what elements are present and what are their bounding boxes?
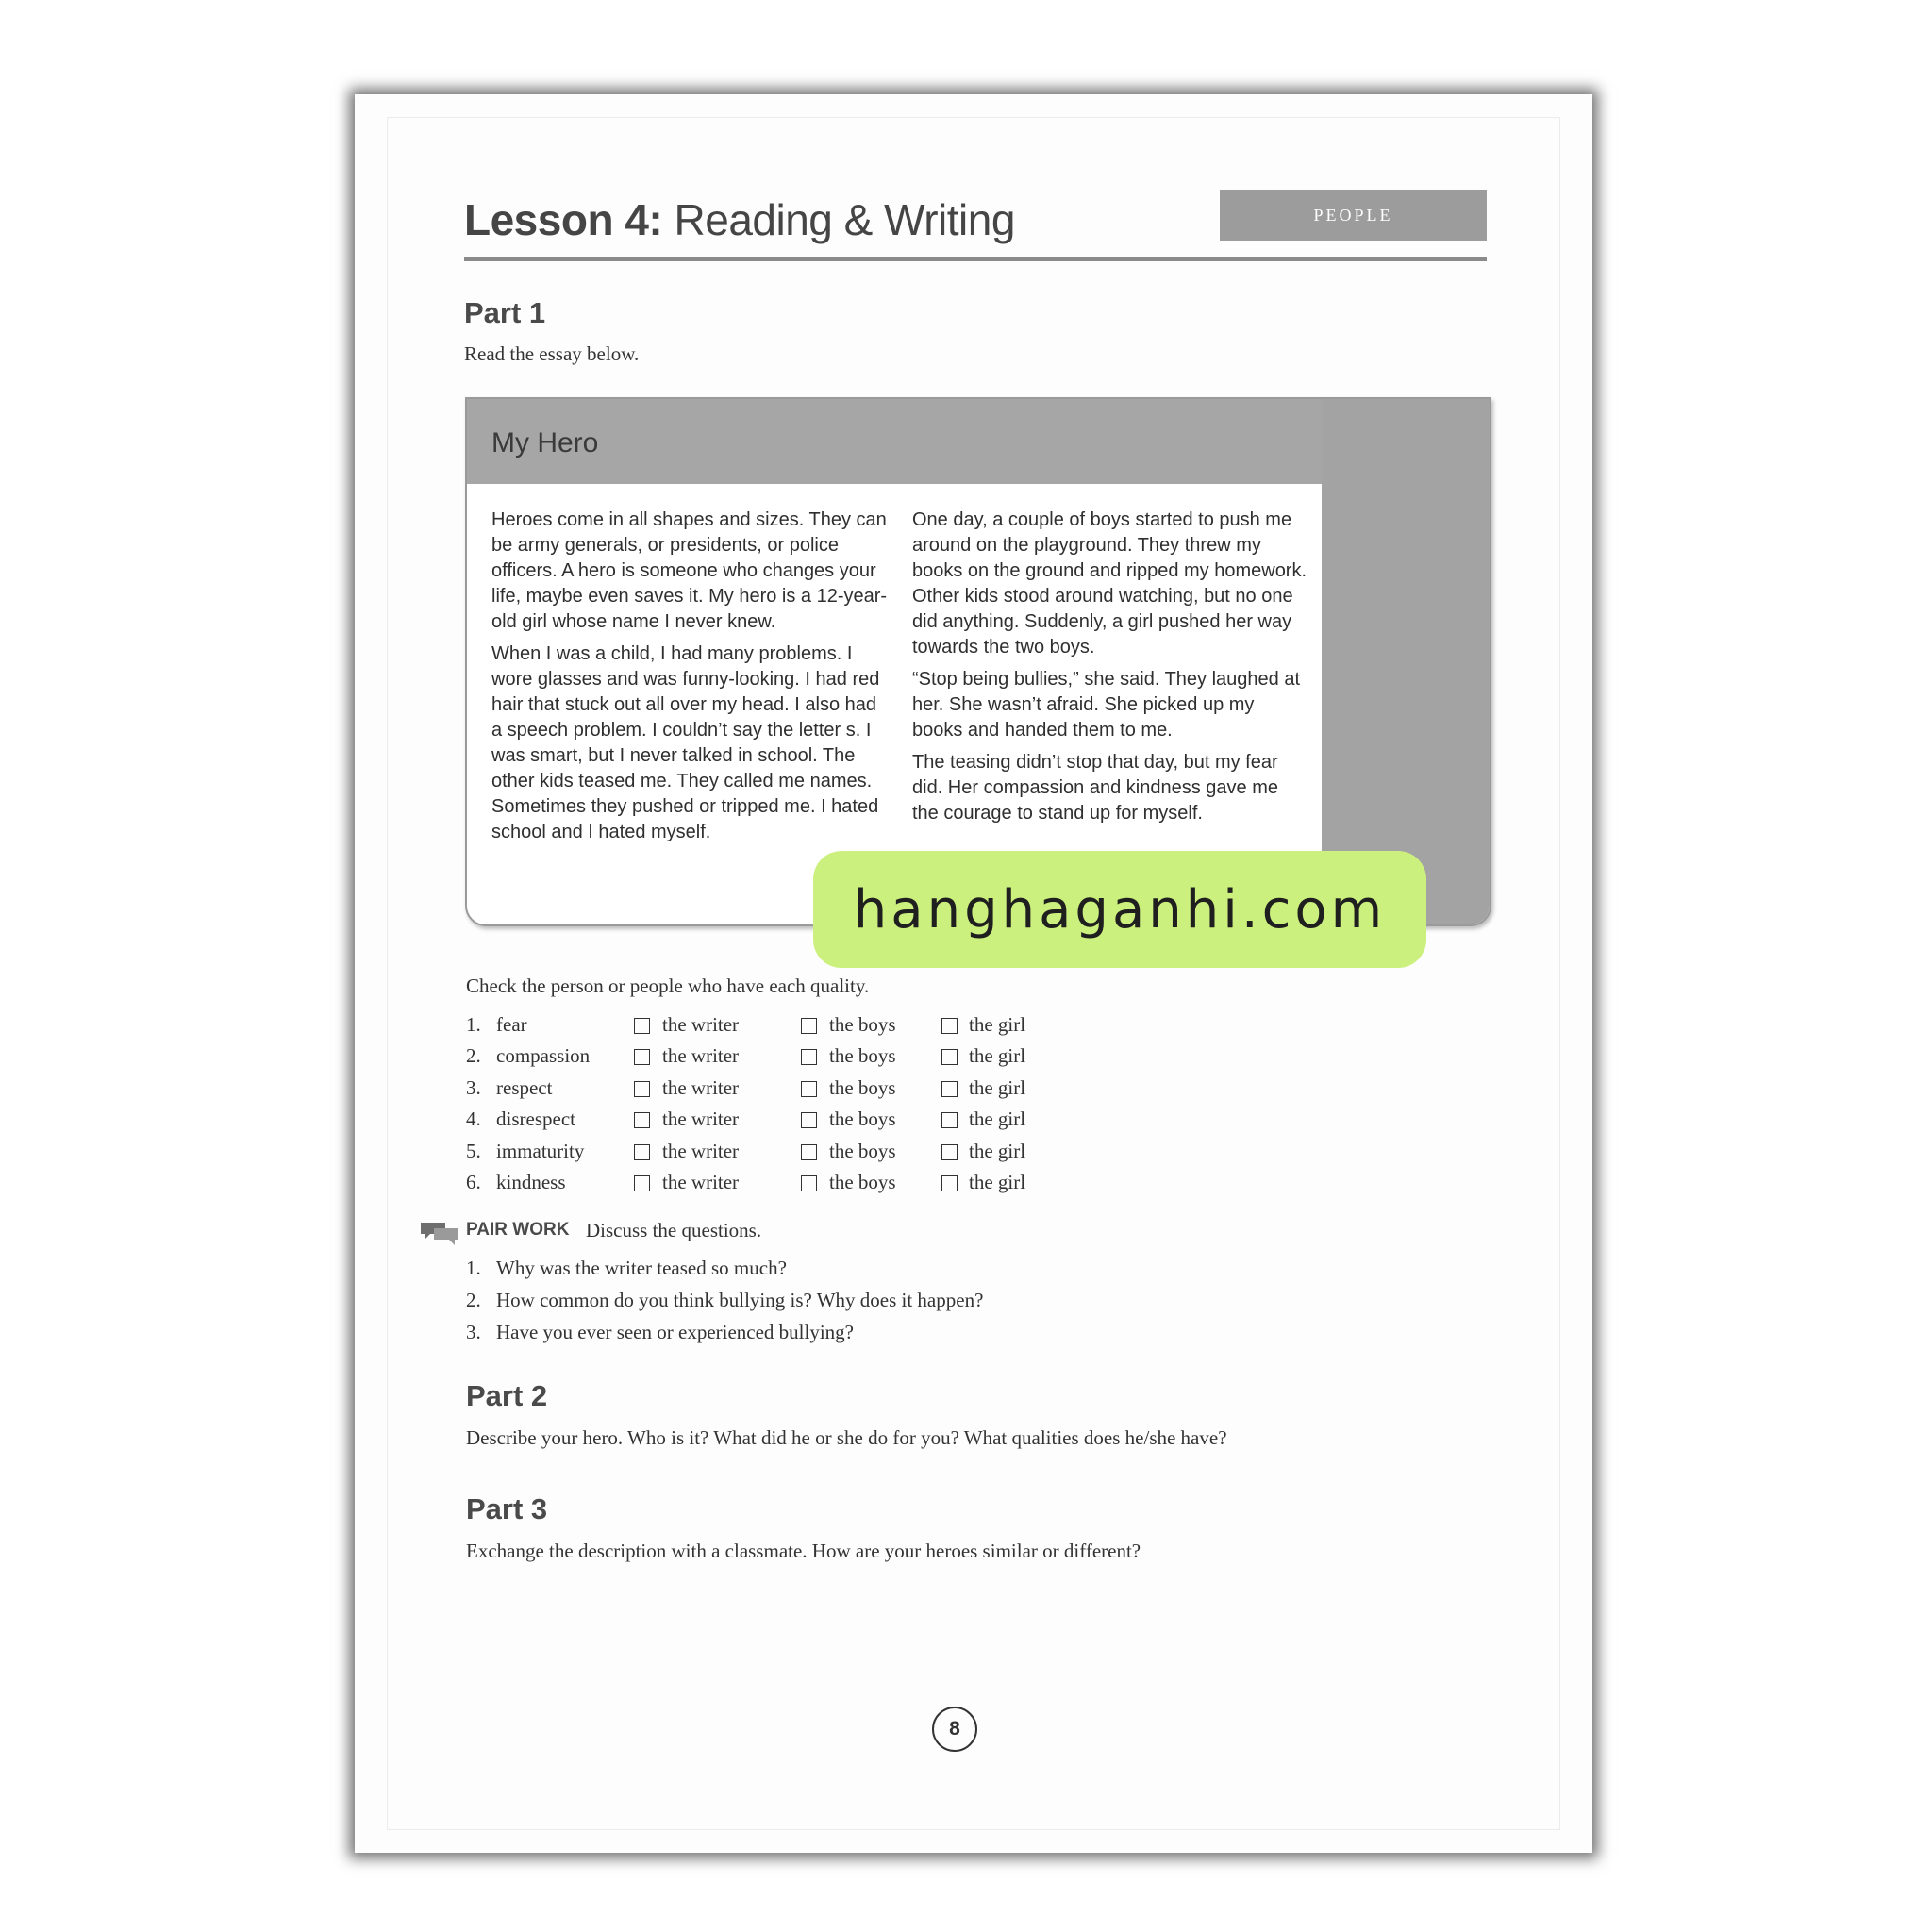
essay-box xyxy=(465,397,1491,926)
checkbox-girl[interactable] xyxy=(941,1049,958,1065)
quality-label: kindness xyxy=(496,1170,566,1193)
checkbox-writer[interactable] xyxy=(634,1081,650,1097)
item-number: 5. xyxy=(466,1139,481,1162)
essay-paragraph: Heroes come in all shapes and sizes. They can be army generals, or presidents, or police officers. A hero is someone who changes your life, maybe even saves it. My hero is a 12-year-old girl whose name I never knew. xyxy=(491,509,888,632)
option-writer: the writer xyxy=(662,1139,740,1162)
checkbox-boys[interactable] xyxy=(801,1144,817,1160)
option-writer: the writer xyxy=(662,1170,740,1193)
option-girl: the girl xyxy=(969,1013,1026,1036)
checkbox-writer[interactable] xyxy=(634,1049,650,1065)
part3-heading: Part 3 xyxy=(466,1492,548,1525)
item-number: 1. xyxy=(466,1013,481,1036)
checkbox-boys[interactable] xyxy=(801,1018,817,1034)
checkbox-girl[interactable] xyxy=(941,1112,958,1128)
quality-label: immaturity xyxy=(496,1139,585,1162)
checkbox-writer[interactable] xyxy=(634,1144,650,1160)
checkbox-writer[interactable] xyxy=(634,1175,650,1191)
quality-instruction: Check the person or people who have each quality. xyxy=(466,974,870,997)
checkbox-girl[interactable] xyxy=(941,1018,958,1034)
lesson-subtitle: Reading & Writing xyxy=(674,195,1015,244)
lesson-label: Lesson 4: xyxy=(464,195,663,244)
checkbox-girl[interactable] xyxy=(941,1081,958,1097)
page-number: 8 xyxy=(932,1707,977,1752)
option-boys: the boys xyxy=(829,1108,896,1131)
essay-right-column xyxy=(912,508,1308,833)
option-girl: the girl xyxy=(969,1139,1026,1162)
essay-paragraph: When I was a child, I had many problems. I wore glasses and was funny-looking. I had red hair that stuck out all over my head. I also had a speech problem. I couldn’t say the letter s. I was smart, but I never talked in school. The other kids teased me. They called me names. Sometimes they pushed or tripped me. I hated school and I hated myself. xyxy=(491,643,880,842)
quality-label: respect xyxy=(496,1075,553,1099)
checkbox-boys[interactable] xyxy=(801,1175,817,1191)
essay-title: My Hero xyxy=(491,427,599,458)
pair-work-label: PAIR WORK xyxy=(466,1220,570,1240)
part1-instruction: Read the essay below. xyxy=(464,342,640,365)
option-writer: the writer xyxy=(662,1108,740,1131)
option-boys: the boys xyxy=(829,1139,896,1162)
option-boys: the boys xyxy=(829,1044,896,1068)
item-number: 6. xyxy=(466,1170,481,1193)
item-number: 2. xyxy=(466,1044,481,1068)
part1-heading: Part 1 xyxy=(464,296,546,329)
option-boys: the boys xyxy=(829,1013,896,1036)
essay-paragraph: “Stop being bullies,” she said. They laughed at her. She wasn’t afraid. She picked up my books and handed them to me. xyxy=(912,669,1301,741)
quality-label: disrespect xyxy=(496,1108,575,1131)
speech-bubbles-icon xyxy=(419,1219,460,1247)
option-writer: the writer xyxy=(662,1044,740,1068)
pair-work-instruction: Discuss the questions. xyxy=(586,1219,762,1241)
checkbox-boys[interactable] xyxy=(801,1081,817,1097)
part2-heading: Part 2 xyxy=(466,1379,548,1412)
lesson-title xyxy=(464,194,1015,245)
option-boys: the boys xyxy=(829,1170,896,1193)
option-girl: the girl xyxy=(969,1170,1026,1193)
checkbox-writer[interactable] xyxy=(634,1112,650,1128)
option-boys: the boys xyxy=(829,1075,896,1099)
essay-left-column xyxy=(491,508,888,852)
option-writer: the writer xyxy=(662,1013,740,1036)
part3-instruction: Exchange the description with a classmate. How are your heroes similar or different? xyxy=(466,1540,1141,1562)
item-number: 3. xyxy=(466,1075,481,1099)
checkbox-boys[interactable] xyxy=(801,1112,817,1128)
part2-instruction: Describe your hero. Who is it? What did he or she do for you? What qualities does he/she have? xyxy=(466,1426,1227,1449)
quality-label: compassion xyxy=(496,1044,591,1068)
option-writer: the writer xyxy=(662,1075,740,1099)
checkbox-girl[interactable] xyxy=(941,1175,958,1191)
question-text: Have you ever seen or experienced bullying? xyxy=(496,1321,855,1343)
checkbox-boys[interactable] xyxy=(801,1049,817,1065)
option-girl: the girl xyxy=(969,1108,1026,1131)
essay-side-strip xyxy=(1322,399,1490,924)
question-number: 3. xyxy=(466,1321,481,1343)
checkbox-writer[interactable] xyxy=(634,1018,650,1034)
option-girl: the girl xyxy=(969,1075,1026,1099)
question-number: 2. xyxy=(466,1289,481,1311)
essay-paragraph: One day, a couple of boys started to push me around on the playground. They threw my books on the ground and ripped my homework. Other kids stood around watching, but no one did anything. Suddenly, a girl pushed her way towards the two boys. xyxy=(912,509,1307,658)
watermark-badge: hanghaganhi.com xyxy=(813,851,1426,968)
section-tab: PEOPLE xyxy=(1220,190,1487,241)
quality-label: fear xyxy=(496,1013,527,1036)
question-number: 1. xyxy=(466,1257,481,1279)
option-girl: the girl xyxy=(969,1044,1026,1068)
item-number: 4. xyxy=(466,1108,481,1131)
title-divider xyxy=(464,257,1487,261)
checkbox-girl[interactable] xyxy=(941,1144,958,1160)
question-text: Why was the writer teased so much? xyxy=(496,1257,787,1279)
question-text: How common do you think bullying is? Why does it happen? xyxy=(496,1289,984,1311)
essay-paragraph: The teasing didn’t stop that day, but my fear did. Her compassion and kindness gave me the courage to stand up for myself. xyxy=(912,752,1278,824)
page-border xyxy=(387,117,1560,1830)
